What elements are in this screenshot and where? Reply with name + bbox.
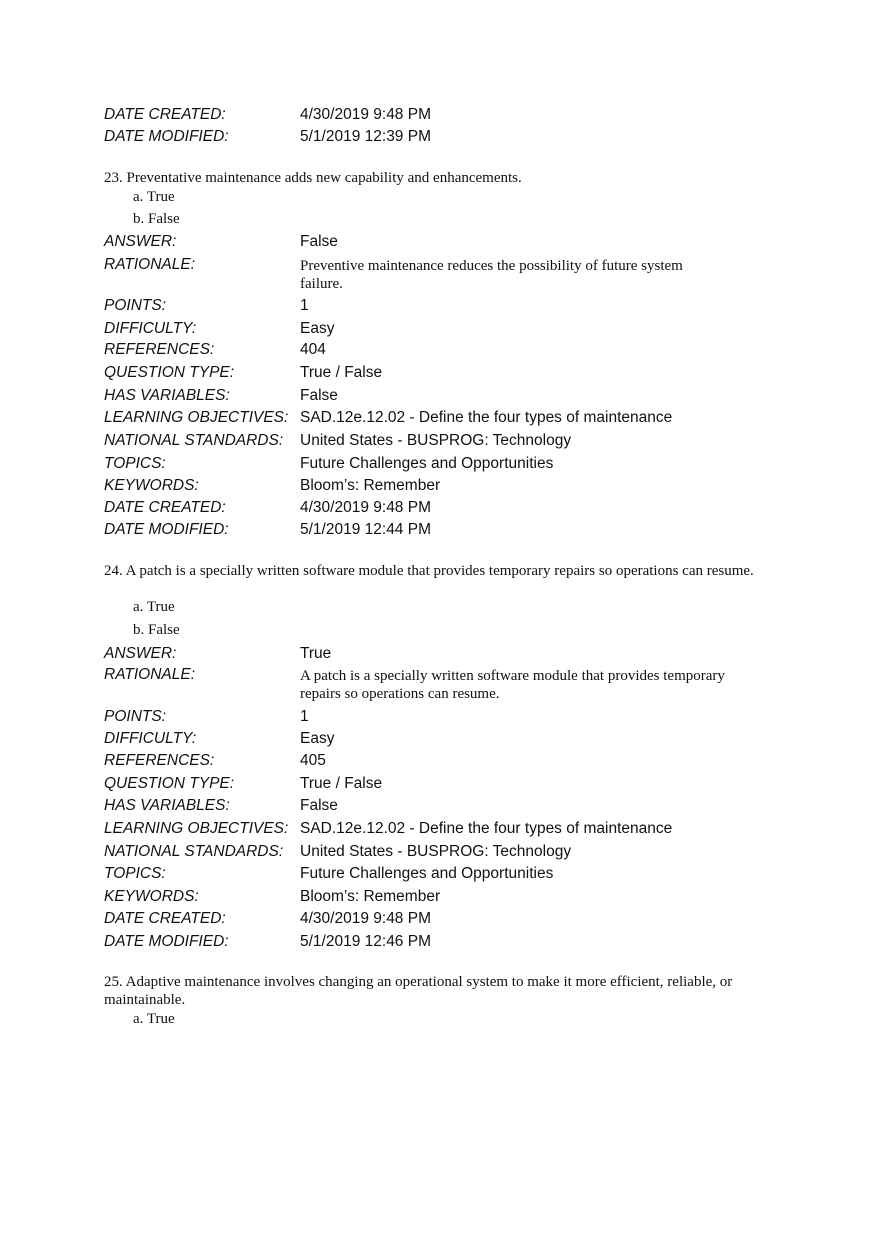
- meta-value: 4/30/2019 9:48 PM: [300, 106, 431, 123]
- meta-label: DATE CREATED:: [104, 499, 226, 516]
- meta-label: LEARNING OBJECTIVES:: [104, 409, 289, 426]
- q24-keywords-row: [104, 888, 804, 908]
- q23-difficulty-row: [104, 320, 804, 340]
- meta-label: HAS VARIABLES:: [104, 797, 230, 814]
- q23-has-variables-row: [104, 387, 804, 407]
- meta-label: REFERENCES:: [104, 752, 215, 769]
- q23-question-type-row: [104, 364, 804, 384]
- meta-value: 4/30/2019 9:48 PM: [300, 499, 431, 516]
- meta-value: True / False: [300, 775, 383, 792]
- meta-label: TOPICS:: [104, 455, 166, 472]
- meta-label: REFERENCES:: [104, 341, 215, 358]
- meta-value: 404: [300, 341, 326, 358]
- q24-difficulty-row: [104, 730, 804, 750]
- meta-value: False: [300, 387, 338, 404]
- meta-label: DIFFICULTY:: [104, 730, 197, 747]
- q23-keywords-row: [104, 477, 804, 497]
- meta-value: A patch is a specially written software module that provides temporary repairs so operations can resume.: [300, 668, 725, 702]
- meta-label: DATE MODIFIED:: [104, 521, 229, 538]
- meta-label: DIFFICULTY:: [104, 320, 197, 337]
- meta-label: LEARNING OBJECTIVES:: [104, 820, 289, 837]
- q23-date-modified-row: [104, 521, 804, 541]
- q23-points-row: [104, 297, 804, 317]
- meta-value: True / False: [300, 364, 383, 381]
- meta-row-date-created: [104, 106, 804, 126]
- question-24-option-b: b. False: [133, 622, 180, 638]
- meta-label: TOPICS:: [104, 865, 166, 882]
- q24-date-modified-row: [104, 933, 804, 953]
- meta-label: ANSWER:: [104, 645, 177, 662]
- q24-question-type-row: [104, 775, 804, 795]
- meta-value: Bloom’s: Remember: [300, 477, 441, 494]
- q24-points-row: [104, 708, 804, 728]
- q23-date-created-row: [104, 499, 804, 519]
- meta-label: RATIONALE:: [104, 256, 196, 273]
- question-24-text: 24. A patch is a specially written software module that provides temporary repairs so operations can resume.: [104, 563, 754, 579]
- meta-label: HAS VARIABLES:: [104, 387, 230, 404]
- meta-label: ANSWER:: [104, 233, 177, 250]
- q24-has-variables-row: [104, 797, 804, 817]
- meta-label: DATE CREATED:: [104, 106, 226, 123]
- meta-value: 4/30/2019 9:48 PM: [300, 910, 431, 927]
- question-23-text: 23. Preventative maintenance adds new capability and enhancements.: [104, 170, 522, 186]
- q23-national-standards-row: [104, 432, 804, 452]
- meta-label: QUESTION TYPE:: [104, 775, 235, 792]
- q23-rationale-row: [104, 256, 804, 296]
- meta-label: NATIONAL STANDARDS:: [104, 843, 284, 860]
- meta-value: Easy: [300, 730, 335, 747]
- meta-value: 1: [300, 297, 309, 314]
- q24-rationale-row: [104, 666, 804, 706]
- meta-label: QUESTION TYPE:: [104, 364, 235, 381]
- meta-label: DATE CREATED:: [104, 910, 226, 927]
- meta-value: 405: [300, 752, 326, 769]
- meta-value: SAD.12e.12.02 - Define the four types of maintenance: [300, 820, 673, 837]
- meta-label: NATIONAL STANDARDS:: [104, 432, 284, 449]
- q23-answer-row: [104, 233, 804, 253]
- q24-national-standards-row: [104, 843, 804, 863]
- q24-learning-objectives-row: [104, 820, 804, 840]
- meta-value: Future Challenges and Opportunities: [300, 865, 554, 882]
- meta-row-date-modified: [104, 128, 804, 148]
- q23-references-row: [104, 341, 804, 361]
- question-25-text: 25. Adaptive maintenance involves changing an operational system to make it more efficient, reliable, or maintainable.: [104, 974, 733, 1008]
- meta-value: United States - BUSPROG: Technology: [300, 843, 572, 860]
- meta-value: SAD.12e.12.02 - Define the four types of maintenance: [300, 409, 673, 426]
- meta-label: POINTS:: [104, 297, 167, 314]
- meta-value: 1: [300, 708, 309, 725]
- meta-label: KEYWORDS:: [104, 888, 199, 905]
- q23-topics-row: [104, 455, 804, 475]
- meta-value: Preventive maintenance reduces the possibility of future system failure.: [300, 258, 683, 292]
- meta-value: Bloom’s: Remember: [300, 888, 441, 905]
- q24-references-row: [104, 752, 804, 772]
- q24-topics-row: [104, 865, 804, 885]
- q24-answer-row: [104, 645, 804, 665]
- meta-value: True: [300, 645, 332, 662]
- question-24-option-a: a. True: [133, 599, 175, 615]
- meta-value: 5/1/2019 12:39 PM: [300, 128, 431, 145]
- meta-value: 5/1/2019 12:46 PM: [300, 933, 431, 950]
- meta-label: KEYWORDS:: [104, 477, 199, 494]
- question-23-option-a: a. True: [133, 189, 175, 205]
- q24-date-created-row: [104, 910, 804, 930]
- meta-label: DATE MODIFIED:: [104, 128, 229, 145]
- meta-value: Future Challenges and Opportunities: [300, 455, 554, 472]
- meta-value: False: [300, 797, 338, 814]
- meta-value: False: [300, 233, 338, 250]
- meta-label: POINTS:: [104, 708, 167, 725]
- meta-value: Easy: [300, 320, 335, 337]
- meta-value: United States - BUSPROG: Technology: [300, 432, 572, 449]
- question-25-option-a: a. True: [133, 1011, 175, 1027]
- question-23-option-b: b. False: [133, 211, 180, 227]
- q23-learning-objectives-row: [104, 409, 804, 429]
- meta-label: RATIONALE:: [104, 666, 196, 683]
- meta-value: 5/1/2019 12:44 PM: [300, 521, 431, 538]
- meta-label: DATE MODIFIED:: [104, 933, 229, 950]
